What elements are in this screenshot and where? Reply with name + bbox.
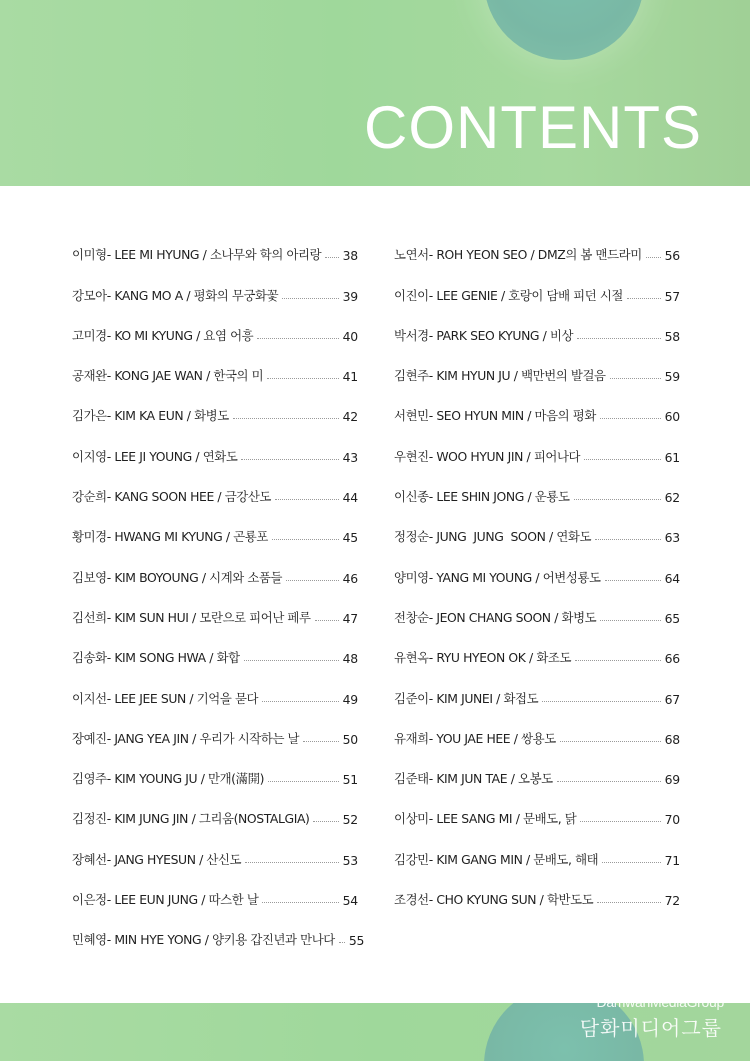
toc-entry-text xyxy=(394,245,642,273)
artist-name: 유현옥 xyxy=(394,650,429,666)
toc-entry[interactable] xyxy=(72,757,358,797)
artist-name: 노연서 xyxy=(394,247,429,263)
toc-entry[interactable] xyxy=(394,596,680,636)
toc-entry-text xyxy=(394,366,606,394)
toc-entry[interactable] xyxy=(394,475,680,515)
toc-entry[interactable] xyxy=(394,878,680,918)
toc-entry[interactable] xyxy=(72,797,358,837)
toc-entry[interactable] xyxy=(394,555,680,595)
artist-name: 이신종 xyxy=(394,489,429,505)
page-number: 41 xyxy=(342,369,358,385)
artist-name: 김정진 xyxy=(72,811,107,827)
dot-leader xyxy=(542,701,660,702)
toc-entry[interactable] xyxy=(72,555,358,595)
artist-title: - KIM BOYOUNG / 시계와 소품들 xyxy=(106,569,283,585)
artist-name: 서현민 xyxy=(394,408,429,424)
toc-entry-text xyxy=(72,366,263,394)
dot-leader xyxy=(267,378,338,379)
toc-entry[interactable] xyxy=(394,797,680,837)
artist-title: - KIM GANG MIN / 문배도, 해태 xyxy=(428,851,599,867)
toc-entry[interactable] xyxy=(72,717,358,757)
toc-column-left xyxy=(72,233,365,958)
toc-entry-text xyxy=(72,850,241,878)
artist-title: - SEO HYUN MIN / 마음의 평화 xyxy=(428,408,596,424)
dot-leader xyxy=(245,862,338,863)
page-title: CONTENTS xyxy=(364,94,702,161)
dot-leader xyxy=(268,781,339,782)
toc-entry[interactable] xyxy=(72,878,358,918)
artist-title: - MIN HYE YONG / 양키용 갑진년과 만나다 xyxy=(106,932,335,948)
header-banner xyxy=(0,0,750,186)
artist-name: 이진이 xyxy=(394,287,429,303)
page-number: 51 xyxy=(342,772,358,788)
artist-name: 김영주 xyxy=(72,771,107,787)
toc-entry-text xyxy=(72,286,278,314)
toc-entry[interactable] xyxy=(72,273,358,313)
dot-leader xyxy=(597,902,660,903)
toc-entry[interactable] xyxy=(72,676,358,716)
artist-title: - LEE MI HYUNG / 소나무와 학의 아리랑 xyxy=(106,247,322,263)
artist-title: - LEE GENIE / 호랑이 담배 피던 시절 xyxy=(428,287,624,303)
page-number: 54 xyxy=(342,893,358,909)
toc-entry[interactable] xyxy=(394,757,680,797)
page-number: 50 xyxy=(342,731,358,747)
artist-title: - JEON CHANG SOON / 화병도 xyxy=(428,609,597,625)
page-number: 52 xyxy=(342,812,358,828)
toc-entry-text xyxy=(394,689,538,717)
dot-leader xyxy=(610,378,661,379)
page-number: 39 xyxy=(342,288,358,304)
dot-leader xyxy=(262,701,339,702)
artist-name: 이은정 xyxy=(72,892,107,908)
page-number: 57 xyxy=(664,288,680,304)
artist-name: 민혜영 xyxy=(72,932,107,948)
dot-leader xyxy=(325,257,338,258)
artist-name: 우현진 xyxy=(394,448,429,464)
toc-entry[interactable] xyxy=(394,233,680,273)
dot-leader xyxy=(627,298,661,299)
page-number: 45 xyxy=(342,530,358,546)
toc-entry-text xyxy=(394,527,591,555)
toc-entry-text xyxy=(394,286,623,314)
dot-leader xyxy=(584,459,661,460)
toc-entry-text xyxy=(72,406,229,434)
dot-leader xyxy=(272,539,339,540)
artist-name: 유재희 xyxy=(394,730,429,746)
artist-title: - RYU HYEON OK / 화조도 xyxy=(428,650,572,666)
dot-leader xyxy=(574,499,661,500)
page-number: 68 xyxy=(664,731,680,747)
artist-name: 이상미 xyxy=(394,811,429,827)
toc-entry[interactable] xyxy=(72,314,358,354)
artist-title: - KIM KA EUN / 화병도 xyxy=(106,408,229,424)
page-number: 38 xyxy=(342,248,358,264)
page-number: 49 xyxy=(342,691,358,707)
toc-entry-text xyxy=(72,568,282,596)
toc-entry-text xyxy=(72,648,240,676)
toc-entry[interactable] xyxy=(394,394,680,434)
page-number: 59 xyxy=(664,369,680,385)
dot-leader xyxy=(257,338,338,339)
artist-name: 김준태 xyxy=(394,771,429,787)
artist-name: 전창순 xyxy=(394,609,429,625)
watermark-korean: 담화미디어그룹 xyxy=(579,1016,722,1040)
toc-entry-text xyxy=(72,608,311,636)
page-number: 58 xyxy=(664,328,680,344)
toc-entry-text xyxy=(394,729,556,757)
artist-title: - HWANG MI KYUNG / 곤룡포 xyxy=(106,529,268,545)
dot-leader xyxy=(303,741,339,742)
toc-entry-text xyxy=(394,487,570,515)
artist-title: - KIM HYUN JU / 백만번의 발걸음 xyxy=(428,368,606,384)
page-number: 42 xyxy=(342,409,358,425)
artist-title: - PARK SEO KYUNG / 비상 xyxy=(428,327,574,343)
page-number: 72 xyxy=(664,893,680,909)
toc-entry[interactable] xyxy=(394,314,680,354)
toc-entry[interactable] xyxy=(394,273,680,313)
artist-title: - KIM SUN HUI / 모란으로 피어난 페루 xyxy=(106,609,311,625)
dot-leader xyxy=(600,620,660,621)
dot-leader xyxy=(275,499,339,500)
artist-name: 장혜선 xyxy=(72,851,107,867)
artist-name: 양미영 xyxy=(394,569,429,585)
artist-name: 김가은 xyxy=(72,408,107,424)
dot-leader xyxy=(244,660,339,661)
artist-title: - JANG HYESUN / 산신도 xyxy=(106,851,242,867)
artist-name: 김선희 xyxy=(72,609,107,625)
page-number: 40 xyxy=(342,328,358,344)
toc-column-right xyxy=(394,233,680,918)
toc-entry-text xyxy=(72,890,258,918)
toc-entry-text xyxy=(394,850,598,878)
page-number: 44 xyxy=(342,490,358,506)
toc-entry-text xyxy=(72,326,253,354)
toc-entry[interactable] xyxy=(394,636,680,676)
artist-name: 이미형 xyxy=(72,247,107,263)
toc-entry-text xyxy=(72,689,258,717)
page-number: 56 xyxy=(664,248,680,264)
toc-entry[interactable] xyxy=(394,837,680,877)
dot-leader xyxy=(286,580,339,581)
dot-leader xyxy=(241,459,338,460)
page-number: 70 xyxy=(664,812,680,828)
toc-entry[interactable] xyxy=(72,636,358,676)
toc-entry[interactable] xyxy=(72,515,358,555)
dot-leader xyxy=(580,821,660,822)
dot-leader xyxy=(600,418,661,419)
toc-entry-text xyxy=(394,326,573,354)
toc-entry-text xyxy=(72,930,335,958)
toc-entry-text xyxy=(72,769,264,797)
toc-entry-text xyxy=(72,245,321,273)
dot-leader xyxy=(575,660,661,661)
dot-leader xyxy=(577,338,661,339)
page-number: 46 xyxy=(342,570,358,586)
toc-entry[interactable] xyxy=(72,596,358,636)
dot-leader xyxy=(557,781,661,782)
toc-entry[interactable] xyxy=(72,434,358,474)
page-number: 69 xyxy=(664,772,680,788)
page-number: 66 xyxy=(664,651,680,667)
toc-entry-text xyxy=(394,406,596,434)
page-number: 48 xyxy=(342,651,358,667)
toc-entry[interactable] xyxy=(394,717,680,757)
artist-title: - LEE SHIN JONG / 운룡도 xyxy=(428,489,570,505)
artist-name: 강모아 xyxy=(72,287,107,303)
toc-entry[interactable] xyxy=(394,354,680,394)
dot-leader xyxy=(339,942,345,943)
decorative-circle xyxy=(484,0,644,60)
artist-name: 박서경 xyxy=(394,327,429,343)
artist-name: 김강민 xyxy=(394,851,429,867)
page-number: 63 xyxy=(664,530,680,546)
artist-name: 이지영 xyxy=(72,448,107,464)
artist-name: 이지선 xyxy=(72,690,107,706)
toc-entry[interactable] xyxy=(72,475,358,515)
artist-title: - ROH YEON SEO / DMZ의 봄 맨드라미 xyxy=(428,247,642,263)
watermark-english: DamwahMediaGroup xyxy=(596,994,724,1010)
artist-name: 황미경 xyxy=(72,529,107,545)
artist-title: - KIM JUN TAE / 오봉도 xyxy=(428,771,553,787)
toc-entry-text xyxy=(72,809,309,837)
artist-title: - KONG JAE WAN / 한국의 미 xyxy=(106,368,264,384)
dot-leader xyxy=(233,418,339,419)
artist-name: 조경선 xyxy=(394,892,429,908)
artist-name: 공재완 xyxy=(72,368,107,384)
artist-title: - YOU JAE HEE / 쌍용도 xyxy=(428,730,556,746)
artist-name: 김준이 xyxy=(394,690,429,706)
artist-name: 김송화 xyxy=(72,650,107,666)
toc-entry[interactable] xyxy=(72,918,365,958)
artist-name: 김보영 xyxy=(72,569,107,585)
artist-title: - KIM JUNG JIN / 그리움(NOSTALGIA) xyxy=(106,811,310,827)
artist-title: - KANG MO A / 평화의 무궁화꽃 xyxy=(106,287,279,303)
toc-entry-text xyxy=(72,527,268,555)
artist-title: - JUNG JUNG SOON / 연화도 xyxy=(428,529,592,545)
page-number: 67 xyxy=(664,691,680,707)
artist-title: - KANG SOON HEE / 금강산도 xyxy=(106,489,272,505)
dot-leader xyxy=(315,620,339,621)
dot-leader xyxy=(646,257,661,258)
artist-name: 김현주 xyxy=(394,368,429,384)
page-number: 47 xyxy=(342,610,358,626)
dot-leader xyxy=(282,298,338,299)
toc-entry-text xyxy=(394,809,576,837)
toc-entry[interactable] xyxy=(394,434,680,474)
dot-leader xyxy=(313,821,338,822)
toc-entry-text xyxy=(394,769,553,797)
page-number: 64 xyxy=(664,570,680,586)
artist-title: - LEE SANG MI / 문배도, 닭 xyxy=(428,811,577,827)
artist-name: 강순희 xyxy=(72,489,107,505)
artist-title: - KO MI KYUNG / 요염 어흥 xyxy=(106,327,254,343)
page-number: 62 xyxy=(664,490,680,506)
page-number: 60 xyxy=(664,409,680,425)
page-number: 55 xyxy=(348,933,365,949)
toc-entry-text xyxy=(394,447,580,475)
artist-title: - KIM JUNEI / 화접도 xyxy=(428,690,539,706)
toc-entry[interactable] xyxy=(72,233,358,273)
page-number: 43 xyxy=(342,449,358,465)
page-number: 61 xyxy=(664,449,680,465)
toc-entry-text xyxy=(394,648,571,676)
artist-name: 장예진 xyxy=(72,730,107,746)
artist-title: - KIM SONG HWA / 화합 xyxy=(106,650,240,666)
toc-entry[interactable] xyxy=(394,676,680,716)
page-number: 53 xyxy=(342,852,358,868)
toc-entry-text xyxy=(72,487,271,515)
artist-name: 정정순 xyxy=(394,529,429,545)
artist-title: - LEE JI YOUNG / 연화도 xyxy=(106,448,238,464)
toc-entry[interactable] xyxy=(72,354,358,394)
page-number: 65 xyxy=(664,610,680,626)
toc-entry[interactable] xyxy=(72,837,358,877)
toc-entry[interactable] xyxy=(394,515,680,555)
toc-entry[interactable] xyxy=(72,394,358,434)
dot-leader xyxy=(262,902,338,903)
toc-entry-text xyxy=(72,447,237,475)
toc-entry-text xyxy=(72,729,299,757)
artist-title: - KIM YOUNG JU / 만개(滿開) xyxy=(106,771,265,787)
artist-title: - CHO KYUNG SUN / 학반도도 xyxy=(428,892,594,908)
dot-leader xyxy=(560,741,661,742)
toc-entry-text xyxy=(394,608,596,636)
page-number: 71 xyxy=(664,852,680,868)
artist-title: - LEE JEE SUN / 기억을 묻다 xyxy=(106,690,259,706)
dot-leader xyxy=(605,580,661,581)
toc-entry-text xyxy=(394,890,593,918)
toc-entry-text xyxy=(394,568,601,596)
artist-name: 고미경 xyxy=(72,327,107,343)
artist-title: - YANG MI YOUNG / 어변성룡도 xyxy=(428,569,601,585)
dot-leader xyxy=(595,539,661,540)
dot-leader xyxy=(602,862,660,863)
artist-title: - JANG YEA JIN / 우리가 시작하는 날 xyxy=(106,730,300,746)
artist-title: - WOO HYUN JIN / 피어나다 xyxy=(428,448,581,464)
artist-title: - LEE EUN JUNG / 따스한 날 xyxy=(106,892,259,908)
